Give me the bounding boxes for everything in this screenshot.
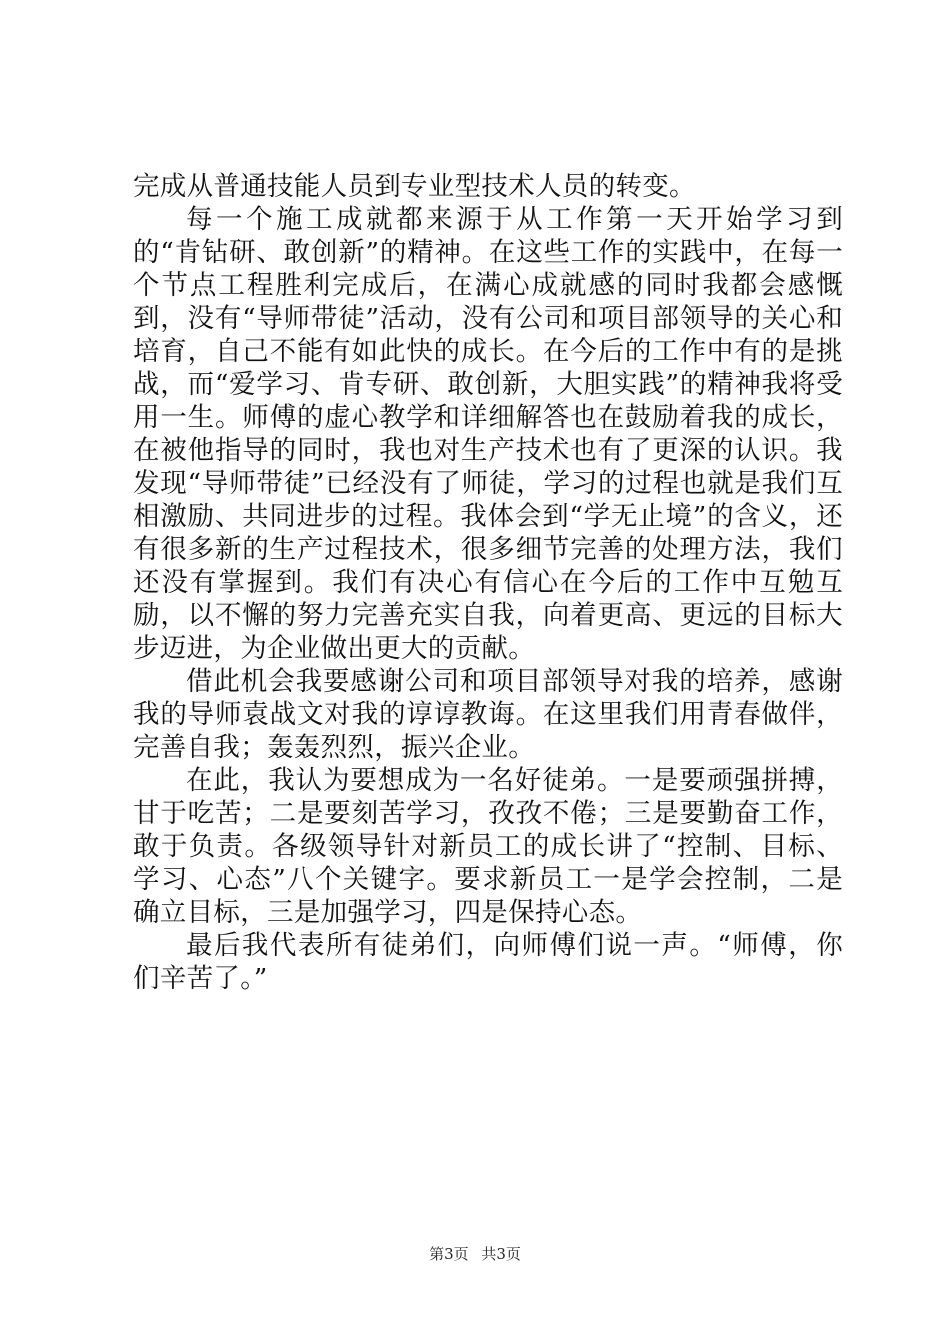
paragraph-4: 在此，我认为要想成为一名好徒弟。一是要顽强拼搏，甘于吃苦；二是要刻苦学习，孜孜不倦；三是要勤奋工作，敢于负责。各级领导针对新员工的成长讲了“控制、目标、学习、心态”八个关键字。要求新员工一是学会控制，二是确立目标，三是加强学习，四是保持心态。: [133, 765, 843, 928]
paragraph-2: 每一个施工成就都来源于从工作第一天开始学习到的“肯钻研、敢创新”的精神。在这些工作的实践中，在每一个节点工程胜利完成后，在满心成就感的同时我都会感慨到，没有“导师带徒”活动，没有公司和项目部领导的关心和培育，自己不能有如此快的成长。在今后的工作中有的是挑战，而“爱学习、肯专研、敢创新，大胆实践”的精神我将受用一生。师傅的虚心教学和详细解答也在鼓励着我的成长，在被他指导的同时，我也对生产技术也有了更深的认识。我发现“导师带徒”已经没有了师徒，学习的过程也就是我们互相激励、共同进步的过程。我体会到“学无止境”的含义，还有很多新的生产过程技术，很多细节完善的处理方法，我们还没有掌握到。我们有决心有信心在今后的工作中互勉互励，以不懈的努力完善充实自我，向着更高、更远的目标大步迈进，为企业做出更大的贡献。: [133, 204, 843, 664]
document-body: [133, 170, 843, 995]
paragraph-1: 完成从普通技能人员到专业型技术人员的转变。: [133, 171, 696, 202]
paragraph-3: 借此机会我要感谢公司和项目部领导对我的培养，感谢我的导师袁战文对我的谆谆教诲。在这里我们用青春做伴，完善自我；轰轰烈烈，振兴企业。: [133, 666, 843, 763]
paragraph-5: 最后我代表所有徒弟们，向师傅们说一声。“师傅，你们辛苦了。”: [133, 930, 843, 994]
page-total: 共3页: [481, 1245, 521, 1263]
page-footer: [0, 1244, 950, 1264]
page-number: 第3页: [429, 1245, 469, 1263]
